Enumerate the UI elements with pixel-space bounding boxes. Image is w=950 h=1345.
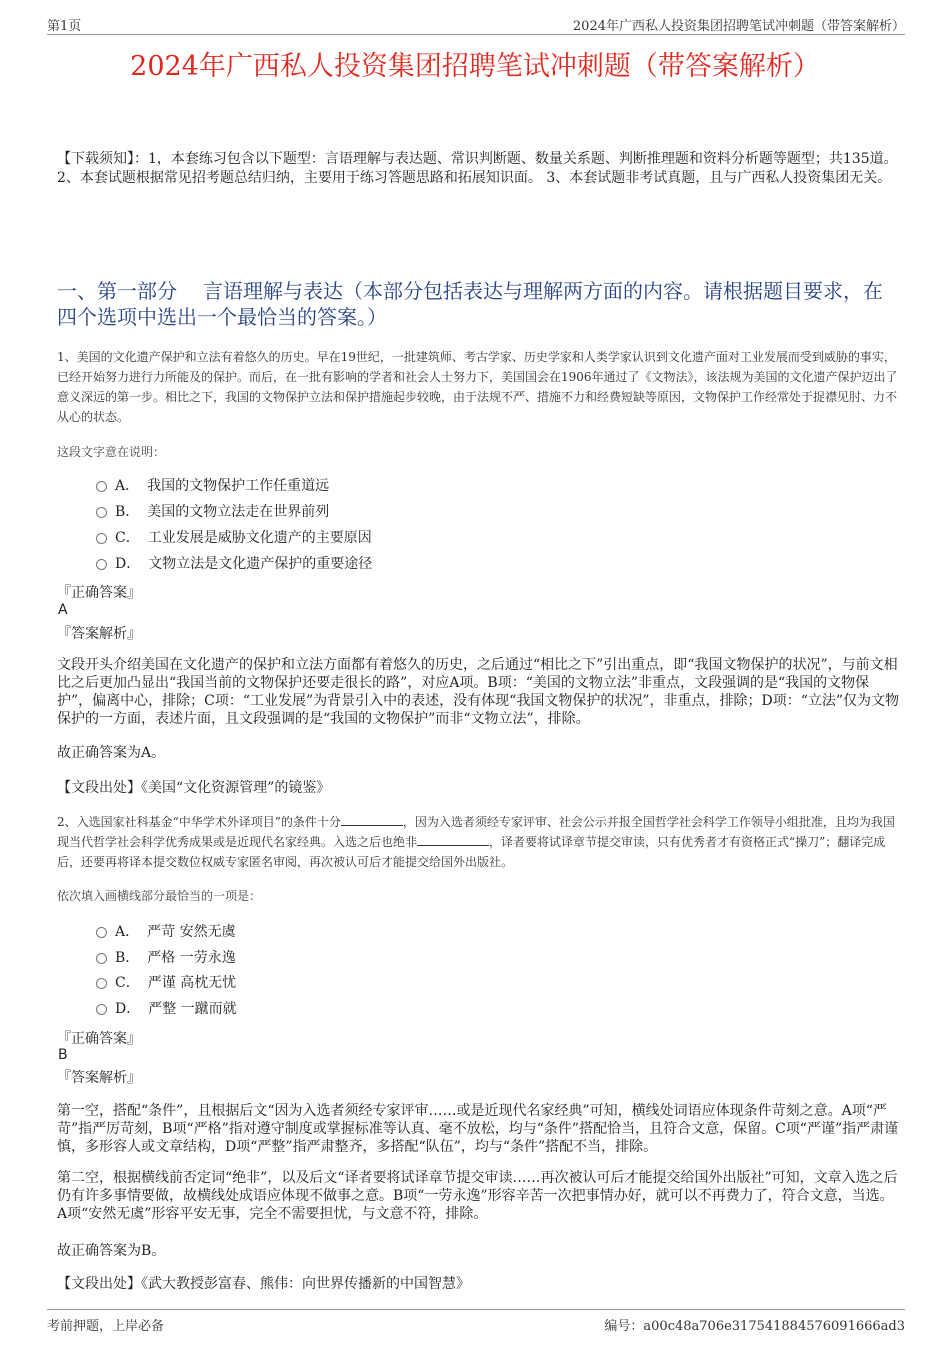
page-number: 第1页 (47, 19, 82, 34)
question-2-prompt: 依次填入画横线部分最恰当的一项是： (57, 889, 262, 903)
question-1-analysis-label: 『答案解析』 (57, 626, 141, 642)
question-1-prompt: 这段文字意在说明： (57, 445, 166, 459)
question-1-option-c[interactable]: C． 工业发展是威胁文化遗产的主要原因 (96, 528, 372, 548)
question-2-source: 【文段出处】《武大教授彭富春、熊伟：向世界传播新的中国智慧》 (57, 1276, 470, 1292)
question-2-analysis-1: 第一空，搭配“条件”，且根据后文“因为入选者须经专家评审……或是近现代名家经典”可知，横线处词语应体现条件苛刻之意。A项“严苛”指严厉苛刻，B项“严格”指对遵守制度或掌握标准等认真、毫不放松，均与“条件”搭配恰当，且符合文意，保留。C项“严谨”指严肃谨慎，多形容人或文章结构，D项“严整”指严肃整齐，多搭配“队伍”，均与“条件”搭配不当，排除。 (57, 1103, 899, 1155)
question-2-option-a[interactable]: A． 严苛 安然无虞 (96, 922, 236, 942)
question-1-option-d[interactable]: D． 文物立法是文化遗产保护的重要途径 (96, 554, 372, 574)
question-1-conclusion: 故正确答案为A。 (57, 745, 166, 761)
question-1-analysis: 文段开头介绍美国在文化遗产的保护和立法方面都有着悠久的历史，之后通过“相比之下”引出重点，即“我国文物保护的状况”，与前文相比之后更加凸显出“我国当前的文物保护还要走很长的路”，对应A项。B项：“美国的文物立法”非重点，文段强调的是“我国的文物保护”，偏离中心，排除；C项：“工业发展”为背景引入中的表述，没有体现“我国文物保护的状况”，非重点，排除；D项：“立法”仅为文物保护的一方面，表述片面，且文段强调的是“我国的文物保护”而非“文物立法”，排除。 (57, 657, 900, 727)
question-2-answer: B (58, 1047, 68, 1063)
question-1-option-a[interactable]: A． 我国的文物保护工作任重道远 (96, 476, 329, 496)
radio-icon[interactable] (96, 481, 107, 492)
question-2-analysis-2: 第二空，根据横线前否定词“绝非”，以及后文“译者要将试译章节提交审读……再次被认可后才能提交给国外出版社”可知，文章入选之后仍有许多事情要做，故横线处成语应体现不做事之意。B项“一劳永逸”形容辛苦一次把事情办好，就可以不再费力了，符合文意，当选。A项“安然无虞”形容平安无事，完全不需要担忧，与文意不符，排除。 (57, 1170, 898, 1222)
question-2-option-b[interactable]: B． 严格 一劳永逸 (96, 948, 236, 968)
question-1-option-b[interactable]: B． 美国的文物立法走在世界前列 (96, 502, 329, 522)
question-2-option-d[interactable]: D． 严整 一蹴而就 (96, 999, 237, 1019)
page-footer (47, 1309, 905, 1334)
question-2-analysis-label: 『答案解析』 (57, 1070, 141, 1086)
download-notice: 【下载须知】：1，本套练习包含以下题型：言语理解与表达题、常识判断题、数量关系题、判断推理题和资料分析题等题型；共135道。 2、本套试题根据常见招考题总结归纳，主要用于练习答题思路和拓展知识面。 3、本套试题非考试真题，且与广西私人投资集团无关。 (57, 151, 898, 186)
radio-icon[interactable] (96, 1004, 107, 1015)
footer-serial: 编号：a00c48a706e317541884576091666ad3 (604, 1319, 905, 1334)
question-1-answer: A (58, 602, 68, 618)
radio-icon[interactable] (96, 927, 107, 938)
section-description: 言语理解与表达（本部分包括表达与理解两方面的内容。请根据题目要求，在四个选项中选出一个最恰当的答案。） (57, 279, 883, 329)
radio-icon[interactable] (96, 953, 107, 964)
header-doc-title: 2024年广西私人投资集团招聘笔试冲刺题（带答案解析） (572, 19, 905, 34)
question-2-answer-label: 『正确答案』 (57, 1031, 141, 1047)
question-2-stem: 2、入选国家社科基金“中华学术外译项目”的条件十分 ，因为入选者须经专家评审、社会公示并报全国哲学社会科学工作领导小组批准，且均为我国现当代哲学社会科学优秀成果或是近现代名家经典。入选之后也绝非 ，译者要将试译章节提交审读，只有优秀者才有资格正式“操刀”；翻译完成后，还要再将译本提交数位权威专家匿名审阅，再次被认可后才能提交给国外出版社。 (57, 815, 895, 869)
fill-blank-2 (417, 833, 489, 846)
question-2-conclusion: 故正确答案为B。 (57, 1243, 166, 1259)
document-title: 2024年广西私人投资集团招聘笔试冲刺题（带答案解析） (130, 51, 820, 82)
question-1-source: 【文段出处】《美国“文化资源管理”的镜鉴》 (57, 780, 331, 796)
footer-slogan: 考前押题，上岸必备 (47, 1319, 165, 1334)
section-part: 一、第一部分 (57, 279, 177, 303)
radio-icon[interactable] (96, 559, 107, 570)
radio-icon[interactable] (96, 507, 107, 518)
radio-icon[interactable] (96, 978, 107, 989)
fill-blank-1 (341, 813, 403, 826)
radio-icon[interactable] (96, 533, 107, 544)
section-heading (57, 278, 902, 330)
question-1-stem: 1、美国的文化遗产保护和立法有着悠久的历史。早在19世纪，一批建筑师、考古学家、历史学家和人类学家认识到文化遗产面对工业发展而受到威胁的事实，已经开始努力进行力所能及的保护。而后，在一批有影响的学者和社会人士努力下，美国国会在1906年通过了《文物法》，该法规为美国的文化遗产保护迈出了意义深远的第一步。相比之下，我国的文物保护立法和保护措施起步较晚，由于法规不严、措施不力和经费短缺等原因，文物保护工作经常处于捉襟见肘、力不从心的状态。 (57, 350, 898, 424)
question-2-option-c[interactable]: C． 严谨 高枕无忧 (96, 973, 236, 993)
page-header (47, 14, 905, 35)
question-1-answer-label: 『正确答案』 (57, 585, 141, 601)
